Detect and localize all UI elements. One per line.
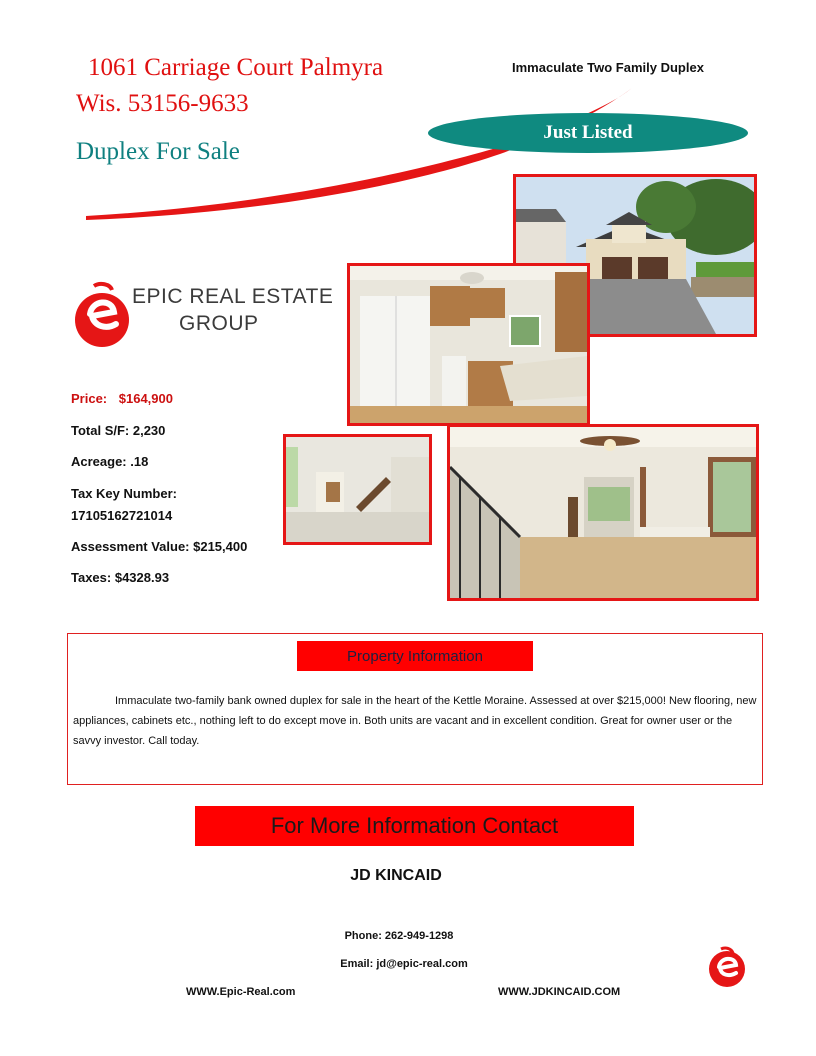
agent-name: JD KINCAID xyxy=(350,867,442,884)
property-description: Immaculate two-family bank owned duplex for sale in the heart of the Kettle Moraine. Assessed at over $215,000! New flooring, new appliances, cabinets etc., nothing left to do except move in. Both units are vacant and in excellent condition. Great for owner user or the savvy investor. Call today. xyxy=(73,695,757,747)
agent-email: Email: jd@epic-real.com xyxy=(340,958,468,970)
price-row xyxy=(71,391,173,406)
logo-text-line1: EPIC REAL ESTATE xyxy=(132,285,334,308)
address-line-2: Wis. 53156-9633 xyxy=(76,90,249,117)
assessment-value: Assessment Value: $215,400 xyxy=(71,539,248,554)
agent-phone: Phone: 262-949-1298 xyxy=(344,930,454,942)
just-listed-badge: Just Listed xyxy=(428,113,748,153)
tax-key-label: Tax Key Number: xyxy=(71,486,177,501)
living-room-photo xyxy=(283,434,432,545)
contact-heading: For More Information Contact xyxy=(195,806,634,846)
listing-type: Duplex For Sale xyxy=(76,138,240,165)
logo-text-line2: GROUP xyxy=(179,312,259,335)
property-info-title: Property Information xyxy=(297,641,533,671)
acreage: Acreage: .18 xyxy=(71,454,149,469)
price-value: $164,900 xyxy=(118,391,173,406)
price-label: Price: xyxy=(71,391,108,406)
website-jdkincaid[interactable]: WWW.JDKINCAID.COM xyxy=(498,986,621,998)
address-line-1: 1061 Carriage Court Palmyra xyxy=(88,54,384,81)
total-sqft: Total S/F: 2,230 xyxy=(71,423,166,438)
website-epic-real[interactable]: WWW.Epic-Real.com xyxy=(186,986,296,998)
kitchen-photo xyxy=(347,263,590,426)
taxes: Taxes: $4328.93 xyxy=(71,570,170,585)
tax-key-value: 17105162721014 xyxy=(71,508,173,523)
headline: Immaculate Two Family Duplex xyxy=(512,60,704,75)
epic-small-logo-icon xyxy=(705,945,749,989)
stairs-room-photo xyxy=(447,424,759,601)
